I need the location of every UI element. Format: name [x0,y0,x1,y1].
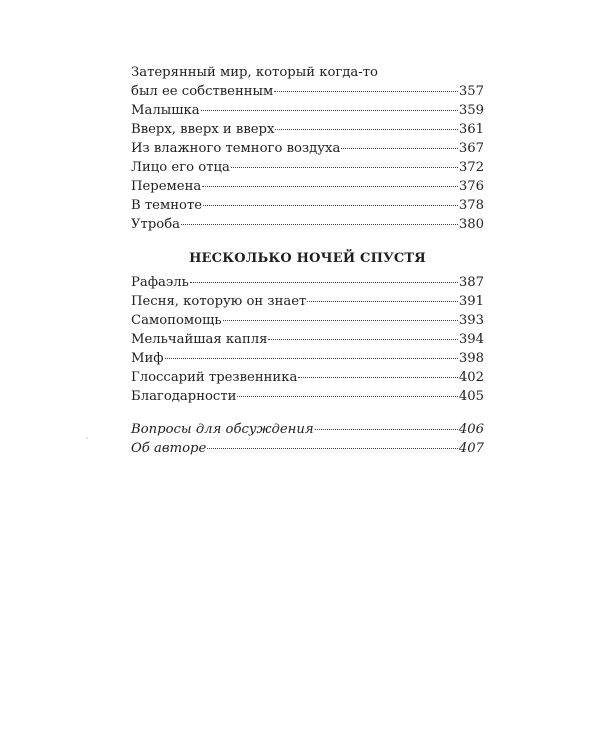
page-number: 398 [458,351,484,366]
toc-entry [131,349,484,368]
toc-entry-label: Перемена [131,179,202,194]
dot-leader [231,167,458,168]
toc-entry [131,215,484,234]
toc-entry [131,387,484,406]
page-number: 361 [458,122,484,137]
toc-entry-label: Из влажного темного воздуха [131,141,341,156]
toc-entry-label: Глоссарий трезвенника [131,370,298,385]
dot-leader [190,282,458,283]
page-number: 359 [458,103,484,118]
toc-entry [131,273,484,292]
dot-leader [203,205,458,206]
dot-leader [237,396,457,397]
dot-leader [307,301,457,302]
dot-leader [165,358,458,359]
toc-entry [131,292,484,311]
dot-leader [207,448,458,449]
toc-entry-italic [131,439,484,458]
dot-leader [298,377,457,378]
toc-entry-label: Миф [131,351,164,366]
section-heading: НЕСКОЛЬКО НОЧЕЙ СПУСТЯ [189,251,426,266]
page-number: 387 [458,275,484,290]
page-number: 372 [458,160,484,175]
toc-entry-label: Утроба [131,217,181,232]
toc-entry-title-line-1 [131,63,484,82]
page-number: 394 [458,332,484,347]
toc-entry-label: Мельчайшая капля [131,332,268,347]
toc-entry-label: Затерянный мир, который когда-то [131,65,378,80]
dot-leader [274,91,458,92]
toc-entry-label: Песня, которую он знает [131,294,307,309]
toc-entry [131,101,484,120]
dot-leader [341,148,458,149]
toc-entry-label: Вверх, вверх и вверх [131,122,275,137]
section-spacer [131,406,484,420]
toc-entry [131,120,484,139]
toc-entry-italic [131,420,484,439]
page-number: 380 [458,217,484,232]
toc-entry [131,158,484,177]
dot-leader [315,429,458,430]
page-number: 357 [458,84,484,99]
toc-entry-label: Самопомощь [131,313,222,328]
toc-entry-label: Вопросы для обсуждения [131,422,314,437]
page-number: 402 [458,370,484,385]
page-number: 407 [458,441,484,456]
paper-speck [86,437,88,439]
dot-leader [181,224,458,225]
toc-entry-label: был ее собственным [131,84,274,99]
dot-leader [201,110,458,111]
page-number: 405 [458,389,484,404]
table-of-contents [131,63,484,458]
toc-entry-label: В темноте [131,198,203,213]
dot-leader [268,339,457,340]
toc-entry-label: Благодарности [131,389,237,404]
toc-entry [131,196,484,215]
dot-leader [202,186,458,187]
toc-entry [131,177,484,196]
toc-entry-label: Малышка [131,103,200,118]
page-number: 406 [458,422,484,437]
toc-entry [131,368,484,387]
toc-entry-label: Рафаэль [131,275,189,290]
page-number: 367 [458,141,484,156]
dot-leader [275,129,457,130]
toc-entry [131,82,484,101]
toc-entry-label: Об авторе [131,441,207,456]
toc-entry [131,311,484,330]
page-number: 391 [458,294,484,309]
toc-entry-label: Лицо его отца [131,160,230,175]
toc-entry [131,330,484,349]
page-number: 393 [458,313,484,328]
toc-entry [131,139,484,158]
dot-leader [223,320,458,321]
page-number: 378 [458,198,484,213]
page-number: 376 [458,179,484,194]
section-spacer [131,234,484,248]
